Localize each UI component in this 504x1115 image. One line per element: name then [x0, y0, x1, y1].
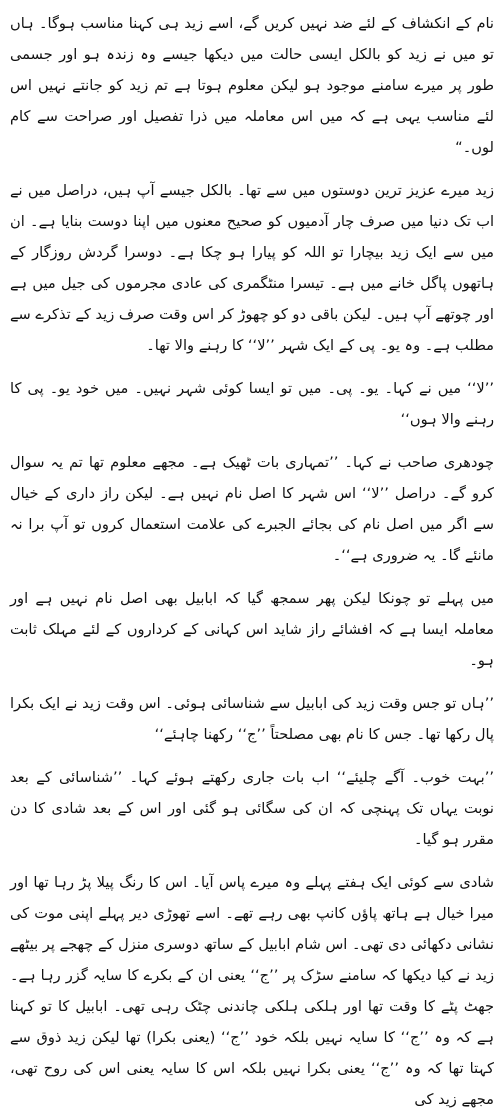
- paragraph-5: میں پہلے تو چونکا لیکن پھر سمجھ گیا کہ ابابیل بھی اصل نام نہیں ہے اور معاملہ ایسا ہے کہ افشائے راز شاید اس کہانی کے کرداروں کے لئے مہلک ثابت ہو۔: [10, 590, 494, 669]
- paragraph-8: شادی سے کوئی ایک ہفتے پہلے وہ میرے پاس آیا۔ اس کا رنگ پیلا پڑ رہا تھا اور میرا خیال ہے ہاتھ پاؤں کانپ بھی رہے تھے۔ اسے تھوڑی دیر پہلے اپنی موت کی نشانی دکھائی دی تھی۔ اس شام ابابیل کے ساتھ دوسری منزل کے چھجے پر بیٹھے زید نے کیا دیکھا کہ سامنے سڑک پر ’’ج‘‘ یعنی ان کے بکرے کا سایہ گزر رہا ہے۔ جھٹ پٹے کا وقت تھا اور ہلکی ہلکی چاندنی چٹک رہی تھی۔ ابابیل کا تو کہنا ہے کہ وہ ’’ج‘‘ کا سایہ نہیں بلکہ خود ’’ج‘‘ (یعنی بکرا) تھا لیکن زید ذوق سے کہتا تھا کہ وہ ’’ج‘‘ یعنی بکرا نہیں بلکہ اس کا سایہ یعنی اس کی روح تھی، مجھے زید کی: [10, 874, 494, 1108]
- paragraph-6: ’’ہاں تو جس وقت زید کی ابابیل سے شناسائی ہوئی۔ اس وقت زید نے ایک بکرا پال رکھا تھا۔ جس کا نام بھی مصلحتاً ’’ج‘‘ رکھنا چاہئے‘‘: [10, 695, 494, 743]
- paragraph-7: ’’بہت خوب۔ آگے چلیئے‘‘ اب بات جاری رکھتے ہوئے کہا۔ ’’شناسائی کے بعد نوبت یہاں تک پہنچی کہ ان کی سگائی ہو گئی اور اس کے بعد شادی کا دن مقرر ہو گیا۔: [10, 769, 494, 848]
- paragraph-2: زید میرے عزیز ترین دوستوں میں سے تھا۔ بالکل جیسے آپ ہیں، دراصل میں نے اب تک دنیا میں صرف چار آدمیوں کو صحیح معنوں میں اپنا دوست بنایا ہے۔ ان میں سے ایک زید بیچارا تو اللہ کو پیارا ہو چکا ہے۔ دوسرا گردش روزگار کے ہاتھوں پاگل خانے میں ہے۔ تیسرا منٹگمری کی عادی مجرموں کی جیل میں ہے اور چوتھے آپ ہیں۔ لیکن باقی دو کو چھوڑ کر اس وقت صرف زید کے تذکرے سے مطلب ہے۔ وہ یو۔ پی کے ایک شہر ’’لا‘‘ کا رہنے والا تھا۔: [10, 182, 494, 354]
- paragraph-4: چودھری صاحب نے کہا۔ ’’تمہاری بات ٹھیک ہے۔ مجھے معلوم تھا تم یہ سوال کرو گے۔ دراصل ’’لا‘‘ اس شہر کا اصل نام نہیں ہے۔ لیکن راز داری کے خیال سے اگر میں اصل نام کی بجائے الجبرے کی علامت استعمال کروں تو آپ برا نہ مانئے گا۔ یہ ضروری ہے‘‘۔: [10, 454, 494, 564]
- paragraph-3: ’’لا‘‘ میں نے کہا۔ یو۔ پی۔ میں تو ایسا کوئی شہر نہیں۔ میں خود یو۔ پی کا رہنے والا ہوں‘‘: [10, 380, 494, 428]
- paragraph-1: نام کے انکشاف کے لئے ضد نہیں کریں گے، اسے زید ہی کہنا مناسب ہوگا۔ ہاں تو میں نے زید کو بالکل ایسی حالت میں دیکھا جیسے وہ زندہ ہو اور جسمی طور پر میرے سامنے موجود ہو لیکن معلوم ہوتا ہے تم زید کو جانتے نہیں اس لئے مناسب یہی ہے کہ میں اس معاملہ میں ذرا تفصیل اور صراحت سے کام لوں۔“: [10, 15, 494, 156]
